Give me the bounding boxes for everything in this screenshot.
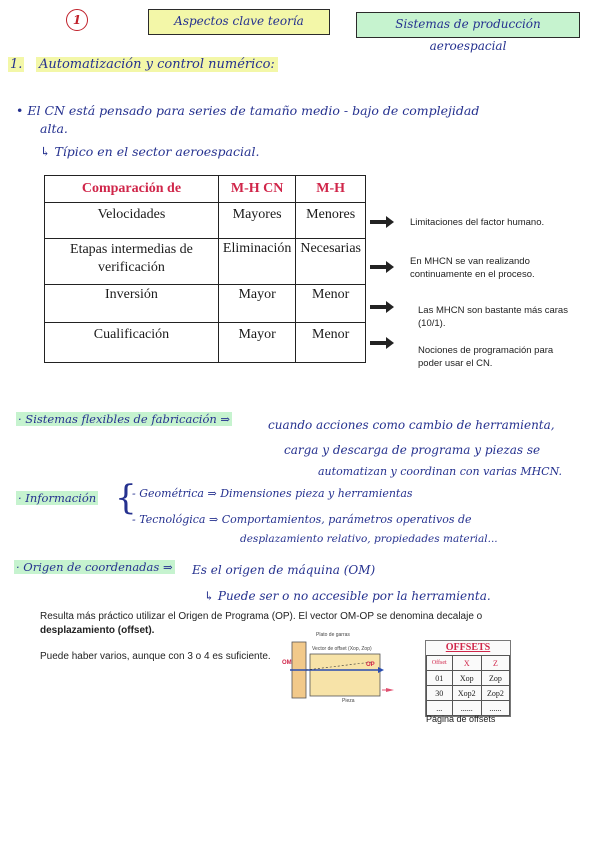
info-tecnologica-cont: desplazamiento relativo, propiedades material...	[240, 533, 498, 545]
note-etapas: En MHCN se van realizando continuamente en el proceso.	[410, 256, 535, 280]
row-label: Velocidades	[45, 203, 219, 239]
topic-label: Aspectos clave teoría	[148, 9, 330, 35]
offsets-header: Offset	[427, 656, 453, 671]
info-tecnologica: - Tecnológica ⇒ Comportamientos, parámetros operativos de	[132, 513, 472, 526]
arrow-right-icon	[370, 337, 394, 349]
cn-value: Eliminación	[218, 239, 295, 285]
info-geometrica: - Geométrica ⇒ Dimensiones pieza y herramientas	[132, 487, 413, 500]
table-header-row	[45, 176, 366, 203]
offsets-title: OFFSETS	[445, 642, 491, 653]
offsets-header: X	[452, 656, 481, 671]
offset-diagram	[282, 632, 412, 712]
offsets-table	[426, 655, 510, 716]
offset-id: 01	[427, 671, 453, 686]
brace-icon: {	[115, 478, 137, 518]
offsets-caption: Página de offsets	[426, 714, 496, 724]
cn-value: Mayor	[218, 323, 295, 363]
offset-id: 30	[427, 686, 453, 701]
table-row	[45, 285, 366, 323]
mh-value: Necesarias	[296, 239, 366, 285]
intro-line2: alta.	[40, 121, 68, 136]
row-label: Inversión	[45, 285, 219, 323]
informacion-label: · Información	[18, 491, 97, 505]
diagram-om-label: OM	[282, 660, 292, 666]
table-row	[45, 323, 366, 363]
diagram-piece-label: Pieza	[342, 698, 355, 704]
offset-x: Xop2	[452, 686, 481, 701]
flexible-line1: cuando acciones como cambio de herramienta,	[268, 418, 555, 432]
row-label: Etapas intermedias de verificación	[45, 239, 219, 285]
arrow-right-icon	[370, 301, 394, 313]
intro-line3: ↳ Típico en el sector aeroespacial.	[40, 144, 260, 159]
arrow-right-icon	[370, 261, 394, 273]
page-number-circle: 1	[66, 9, 88, 31]
diagram-op-label: OP	[366, 662, 375, 668]
printed-line2: desplazamiento (offset).	[40, 625, 155, 636]
intro-line1: • El CN está pensado para series de tamaño medio - bajo de complejidad	[16, 103, 480, 118]
diagram-vector-label: Vector de offset (Xop, Zop)	[312, 646, 372, 652]
table-row	[45, 239, 366, 285]
offset-x: ......	[452, 701, 481, 716]
comparison-table	[44, 175, 366, 363]
arrow-right-icon	[370, 216, 394, 228]
table-row	[427, 686, 510, 701]
offsets-header: Z	[481, 656, 509, 671]
note-velocidades: Limitaciones del factor humano.	[410, 217, 545, 228]
cn-value: Mayores	[218, 203, 295, 239]
offset-z: ......	[481, 701, 509, 716]
mh-value: Menor	[296, 285, 366, 323]
mh-value: Menores	[296, 203, 366, 239]
table-header: M-H	[296, 176, 366, 203]
origen-label: · Origen de coordenadas ⇒	[16, 560, 173, 574]
flexible-label: · Sistemas flexibles de fabricación ⇒	[18, 412, 231, 426]
diagram-top-label: Plato de garras	[316, 632, 350, 638]
flexible-line3: automatizan y coordinan con varias MHCN.	[318, 465, 563, 478]
origen-line2: ↳ Puede ser o no accesible por la herramienta.	[204, 589, 491, 603]
cn-value: Mayor	[218, 285, 295, 323]
offset-z: Zop2	[481, 686, 509, 701]
table-row	[45, 203, 366, 239]
offsets-panel	[425, 640, 511, 717]
origen-line1: Es el origen de máquina (OM)	[192, 563, 376, 577]
note-inversion: Las MHCN son bastante más caras (10/1).	[418, 305, 568, 329]
mh-value: Menor	[296, 323, 366, 363]
note-cualificacion: Nociones de programación para poder usar el CN.	[418, 345, 554, 369]
flexible-line2: carga y descarga de programa y piezas se	[284, 443, 541, 457]
offset-z: Zop	[481, 671, 509, 686]
subject-label: Sistemas de producción aeroespacial	[356, 12, 580, 38]
offset-id: ...	[427, 701, 453, 716]
section-title: Automatización y control numérico:	[36, 57, 278, 72]
offset-x: Xop	[452, 671, 481, 686]
table-header: Comparación de	[45, 176, 219, 203]
offsets-header-row	[427, 656, 510, 671]
printed-line3: Puede haber varios, aunque con 3 o 4 es suficiente.	[40, 651, 271, 662]
section-number: 1.	[10, 57, 23, 72]
printed-line1: Resulta más práctico utilizar el Origen de Programa (OP). El vector OM-OP se denomina decalaje o	[40, 611, 483, 622]
table-header: M-H CN	[218, 176, 295, 203]
row-label: Cualificación	[45, 323, 219, 363]
table-row	[427, 671, 510, 686]
